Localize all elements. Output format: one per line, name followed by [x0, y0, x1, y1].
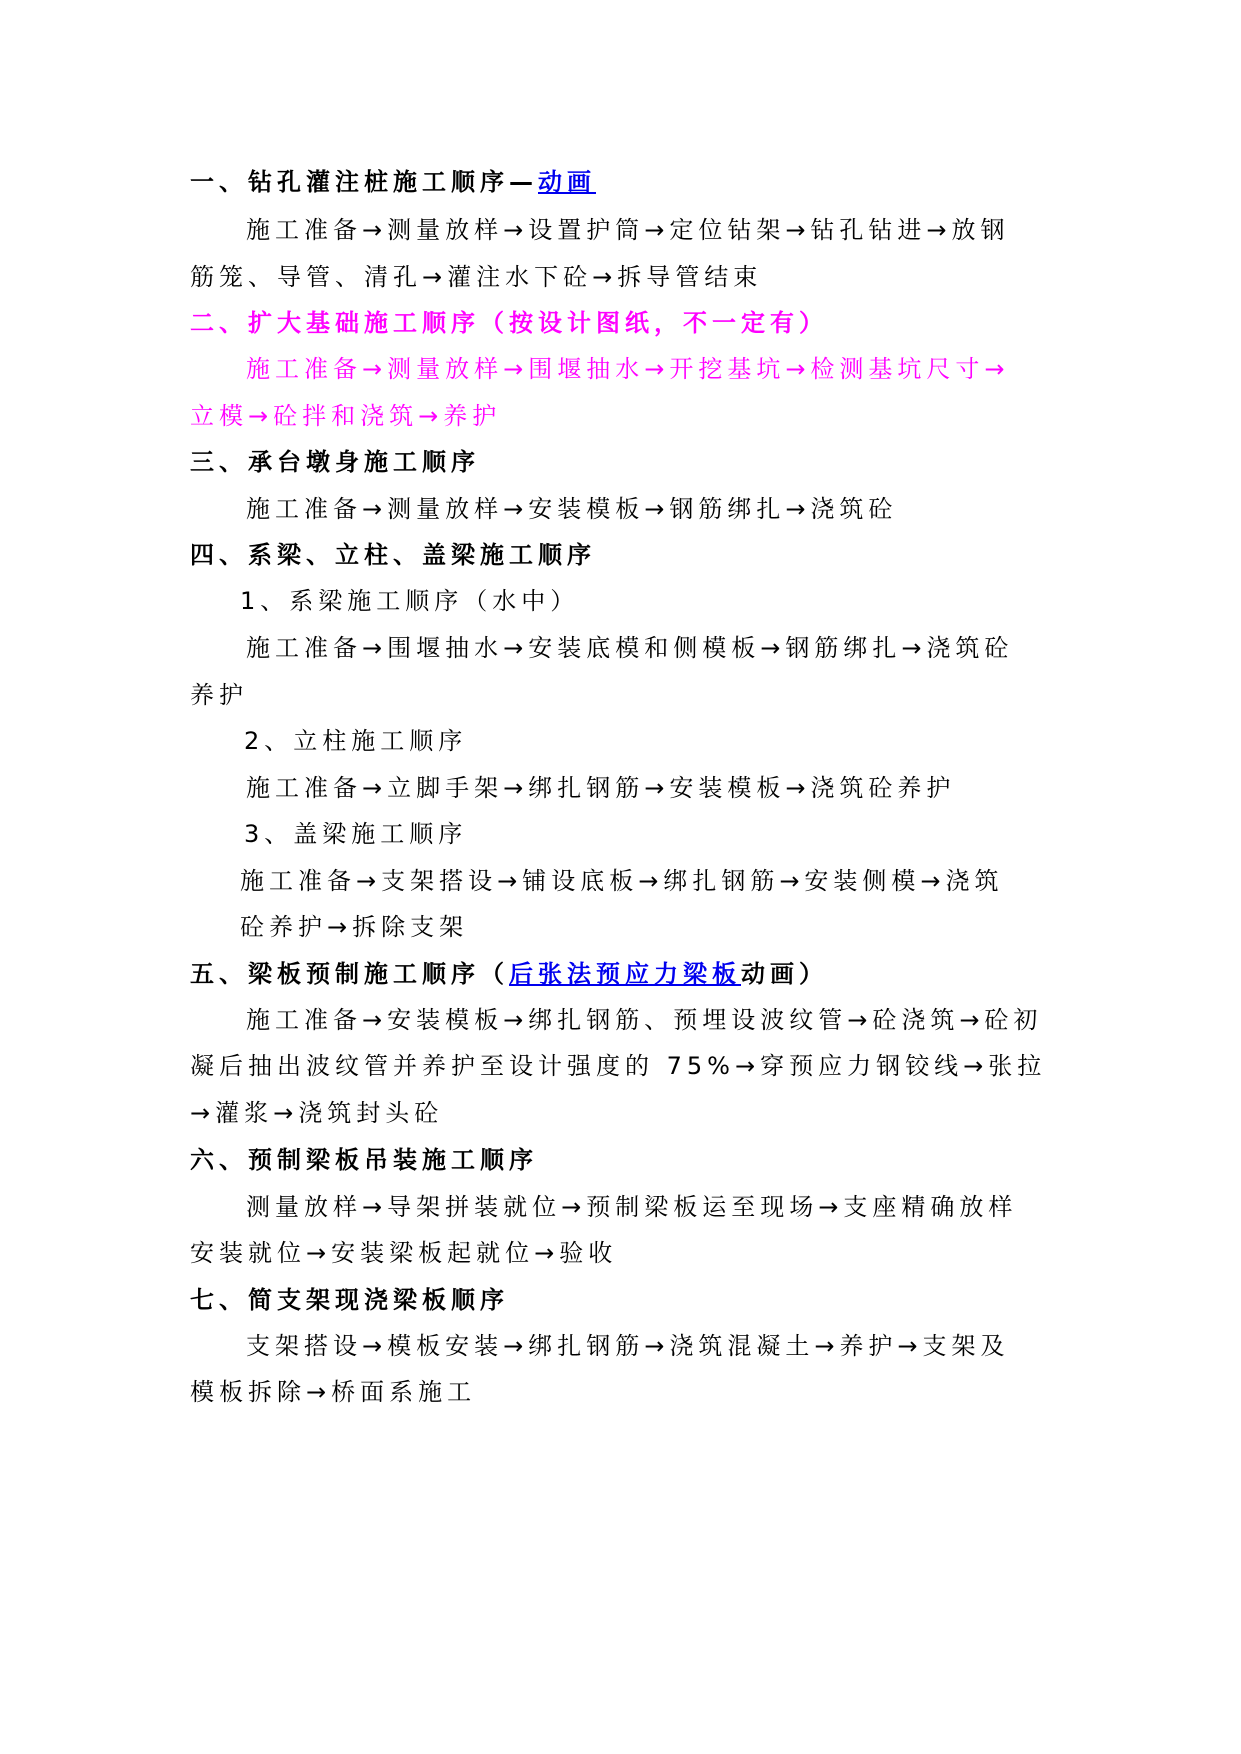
section-5-heading — [0, 954, 1241, 994]
section-7-heading: 七、简支架现浇梁板顺序 — [190, 1286, 509, 1314]
section-1-heading-text: 一、钻孔灌注桩施工顺序— — [190, 168, 538, 196]
section-4-sub-1-title: 1、系梁施工顺序（水中） — [240, 587, 580, 615]
section-6-heading: 六、预制梁板吊装施工顺序 — [190, 1146, 538, 1174]
section-5-heading-a: 五、梁板预制施工顺序（ — [190, 960, 509, 988]
section-4-sub-1-line-2: 养护 — [190, 681, 248, 709]
section-4-sub-1-line-1: 施工准备→围堰抽水→安装底模和侧模板→钢筋绑扎→浇筑砼 — [246, 634, 1014, 662]
section-4-heading: 四、系梁、立柱、盖梁施工顺序 — [190, 541, 596, 569]
section-4-sub-2-title: 2、立柱施工顺序 — [244, 727, 468, 755]
section-5-body-line-1: 施工准备→安装模板→绑扎钢筋、预埋设波纹管→砼浇筑→砼初 — [246, 1006, 1043, 1034]
section-3-heading: 三、承台墩身施工顺序 — [190, 448, 480, 476]
section-5-heading-b: 动画） — [741, 960, 828, 988]
section-1-body-line-1: 施工准备→测量放样→设置护筒→定位钻架→钻孔钻进→放钢 — [246, 216, 1010, 244]
section-4-sub-3-title: 3、盖梁施工顺序 — [244, 820, 468, 848]
section-4-sub-3-line-1: 施工准备→支架搭设→铺设底板→绑扎钢筋→安装侧模→浇筑 — [240, 867, 1004, 895]
section-3-body-line-1: 施工准备→测量放样→安装模板→钢筋绑扎→浇筑砼 — [246, 495, 898, 523]
section-1-heading — [0, 162, 1241, 202]
section-4-sub-3-line-2: 砼养护→拆除支架 — [240, 913, 469, 941]
section-4-sub-2-line-1: 施工准备→立脚手架→绑扎钢筋→安装模板→浇筑砼养护 — [246, 774, 956, 802]
section-6-body-line-2: 安装就位→安装梁板起就位→验收 — [190, 1239, 618, 1267]
section-7-body-line-2: 模板拆除→桥面系施工 — [190, 1378, 477, 1406]
section-5-body-line-3: →灌浆→浇筑封头砼 — [190, 1099, 444, 1127]
section-1-body-line-2: 筋笼、导管、清孔→灌注水下砼→拆导管结束 — [190, 263, 763, 291]
section-7-body-line-1: 支架搭设→模板安装→绑扎钢筋→浇筑混凝土→养护→支架及 — [246, 1332, 1010, 1360]
section-2-heading: 二、扩大基础施工顺序（按设计图纸，不一定有） — [190, 309, 828, 337]
section-2-body-line-1: 施工准备→测量放样→围堰抽水→开挖基坑→检测基坑尺寸→ — [246, 355, 1010, 383]
animation-link[interactable]: 动画 — [538, 168, 596, 196]
post-tension-link[interactable]: 后张法预应力梁板 — [509, 960, 741, 988]
section-6-body-line-1: 测量放样→导架拼装就位→预制梁板运至现场→支座精确放样 — [246, 1193, 1018, 1221]
section-2-body-line-2: 立模→砼拌和浇筑→养护 — [190, 402, 502, 430]
section-5-body-line-2: 凝后抽出波纹管并养护至设计强度的 75%→穿预应力钢铰线→张拉 — [190, 1052, 1047, 1080]
